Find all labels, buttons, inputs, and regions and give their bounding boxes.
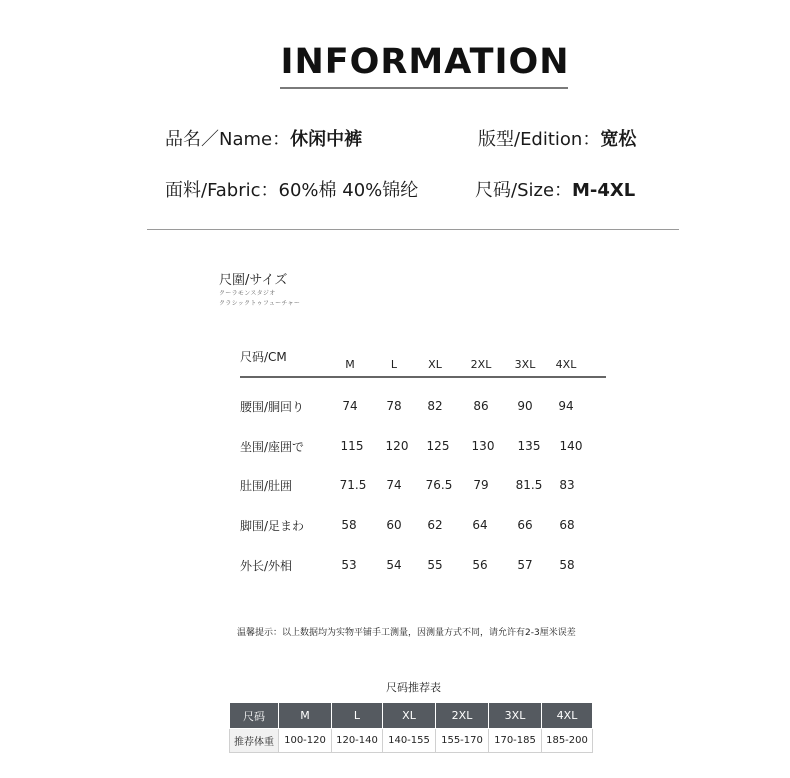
table-cell: 94: [558, 399, 574, 413]
recommend-header-cell: 4XL: [542, 703, 593, 729]
row-label: 肚围/肚囲: [240, 479, 293, 493]
recommend-header-cell: XL: [383, 703, 436, 729]
table-cell: 125: [426, 439, 450, 453]
unit-label: 尺码/CM: [240, 350, 287, 364]
row-label: 坐围/座囲で: [240, 440, 305, 454]
edition-label: 版型/Edition：: [478, 129, 601, 150]
table-cell: 58: [341, 518, 357, 532]
recommend-header-cell: 2XL: [436, 703, 489, 729]
column-header: M: [345, 358, 355, 371]
fabric-label: 面料/Fabric：: [165, 180, 279, 201]
table-cell: 120: [385, 439, 409, 453]
table-cell: 76.5: [425, 478, 453, 492]
title-underline: [280, 87, 568, 89]
column-header: L: [390, 358, 398, 371]
section-divider: [147, 229, 679, 230]
table-cell: 74: [342, 399, 358, 413]
recommend-cell: 170-185: [489, 729, 542, 753]
recommend-table: [229, 702, 593, 753]
table-cell: 115: [340, 439, 364, 453]
recommend-cell: 155-170: [436, 729, 489, 753]
info-edition: [478, 125, 636, 151]
column-header: 4XL: [555, 358, 577, 371]
size-chart-heading: 尺圍/サイズ: [219, 273, 288, 288]
name-label: 品名／Name：: [165, 129, 291, 150]
recommend-row-label: 推荐体重: [230, 729, 279, 753]
table-header-rule: [240, 376, 606, 378]
table-cell: 56: [472, 558, 488, 572]
info-size: [475, 176, 635, 202]
recommend-header-row: [230, 703, 593, 729]
table-cell: 135: [517, 439, 541, 453]
table-cell: 82: [427, 399, 443, 413]
info-fabric: [165, 176, 418, 202]
table-cell: 83: [559, 478, 575, 492]
table-cell: 79: [473, 478, 489, 492]
table-cell: 57: [517, 558, 533, 572]
table-cell: 66: [517, 518, 533, 532]
row-label: 外长/外相: [240, 559, 293, 573]
size-value: M-4XL: [572, 180, 636, 201]
table-cell: 53: [341, 558, 357, 572]
recommend-cell: 185-200: [542, 729, 593, 753]
table-cell: 64: [472, 518, 488, 532]
recommend-header-cell: M: [279, 703, 332, 729]
recommend-header-cell: L: [332, 703, 383, 729]
table-cell: 74: [386, 478, 402, 492]
column-header: 2XL: [470, 358, 492, 371]
table-cell: 90: [517, 399, 533, 413]
name-value: 休闲中裤: [290, 129, 363, 150]
page-title: INFORMATION: [280, 42, 570, 82]
recommend-cell: 140-155: [383, 729, 436, 753]
fabric-value: 60%棉 40%锦纶: [278, 180, 419, 201]
table-cell: 81.5: [515, 478, 543, 492]
info-name: [165, 125, 362, 151]
table-cell: 71.5: [339, 478, 367, 492]
recommend-cell: 100-120: [279, 729, 332, 753]
recommend-value-row: [230, 729, 593, 753]
column-header: 3XL: [514, 358, 536, 371]
recommend-header-cell: 尺码: [230, 703, 279, 729]
table-cell: 140: [559, 439, 583, 453]
table-cell: 130: [471, 439, 495, 453]
size-chart-subtitle-1: クーラモンスタジオ: [219, 290, 276, 297]
row-label: 脚围/足まわ: [240, 519, 305, 533]
table-cell: 86: [473, 399, 489, 413]
recommend-header-cell: 3XL: [489, 703, 542, 729]
size-label: 尺码/Size：: [475, 180, 573, 201]
table-cell: 55: [427, 558, 443, 572]
row-label: 腰围/胴回り: [240, 400, 305, 414]
column-header: XL: [428, 358, 442, 371]
size-chart-subtitle-2: クラシックトゥフューチャー: [219, 300, 301, 307]
table-cell: 78: [386, 399, 402, 413]
edition-value: 宽松: [600, 129, 637, 150]
recommend-title: 尺码推荐表: [386, 681, 441, 694]
table-cell: 58: [559, 558, 575, 572]
measurement-note: 温馨提示：以上数据均为实物平铺手工测量，因测量方式不同，请允许有2-3厘米误差: [237, 628, 576, 638]
table-cell: 68: [559, 518, 575, 532]
table-cell: 60: [386, 518, 402, 532]
table-cell: 62: [427, 518, 443, 532]
table-cell: 54: [386, 558, 402, 572]
recommend-cell: 120-140: [332, 729, 383, 753]
